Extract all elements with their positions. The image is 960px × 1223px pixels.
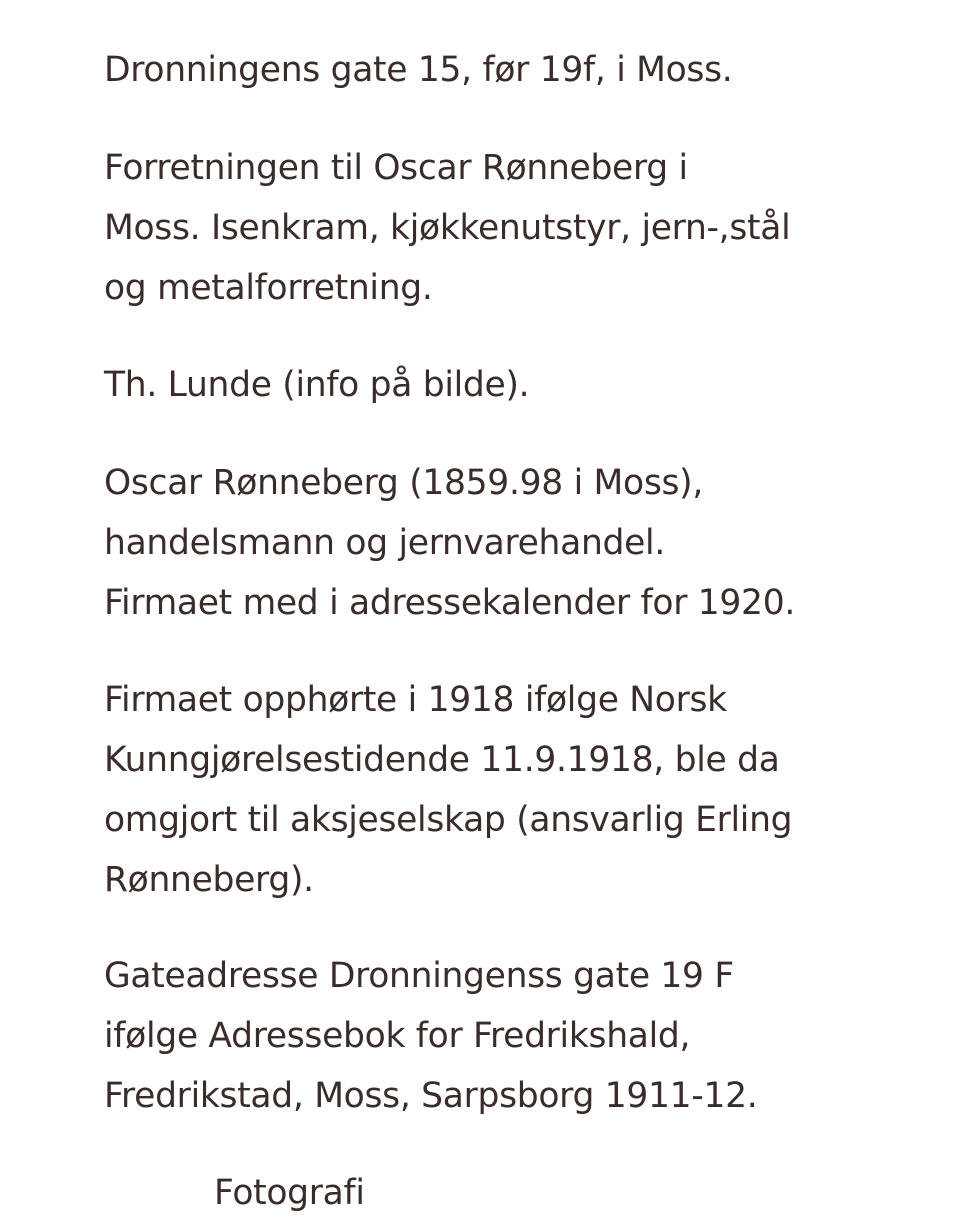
paragraph-address (104, 40, 732, 100)
text-line: omgjort til aksjeselskap (ansvarlig Erling (104, 800, 793, 840)
text-line: handelsmann og jernvarehandel. (104, 523, 665, 563)
text-line: Th. Lunde (info på bilde). (104, 365, 530, 405)
text-line: Dronningens gate 15, før 19f, i Moss. (104, 50, 733, 90)
text-line: og metalforretning. (104, 268, 433, 308)
text-line: Fredrikstad, Moss, Sarpsborg 1911-12. (104, 1076, 758, 1116)
paragraph-company-history (104, 670, 792, 910)
paragraph-owner (104, 453, 795, 633)
text-line: Firmaet med i adressekalender for 1920. (104, 583, 796, 623)
text-line: Moss. Isenkram, kjøkkenutstyr, jern-,stål (104, 208, 791, 248)
text-line: Firmaet opphørte i 1918 ifølge Norsk (104, 680, 727, 720)
text-line: Oscar Rønneberg (1859.98 i Moss), (104, 463, 703, 503)
text-line: Rønneberg). (104, 860, 314, 900)
paragraph-street-address (104, 946, 757, 1126)
text-line: Gateadresse Dronningenss gate 19 F (104, 956, 734, 996)
text-line: ifølge Adressebok for Fredrikshald, (104, 1016, 691, 1056)
cut-off-heading: Fotografi (214, 1173, 365, 1213)
paragraph-business-description (104, 138, 790, 318)
text-line: Forretningen til Oscar Rønneberg i (104, 148, 688, 188)
text-line: Kunngjørelsestidende 11.9.1918, ble da (104, 740, 780, 780)
paragraph-photographer (104, 355, 529, 415)
